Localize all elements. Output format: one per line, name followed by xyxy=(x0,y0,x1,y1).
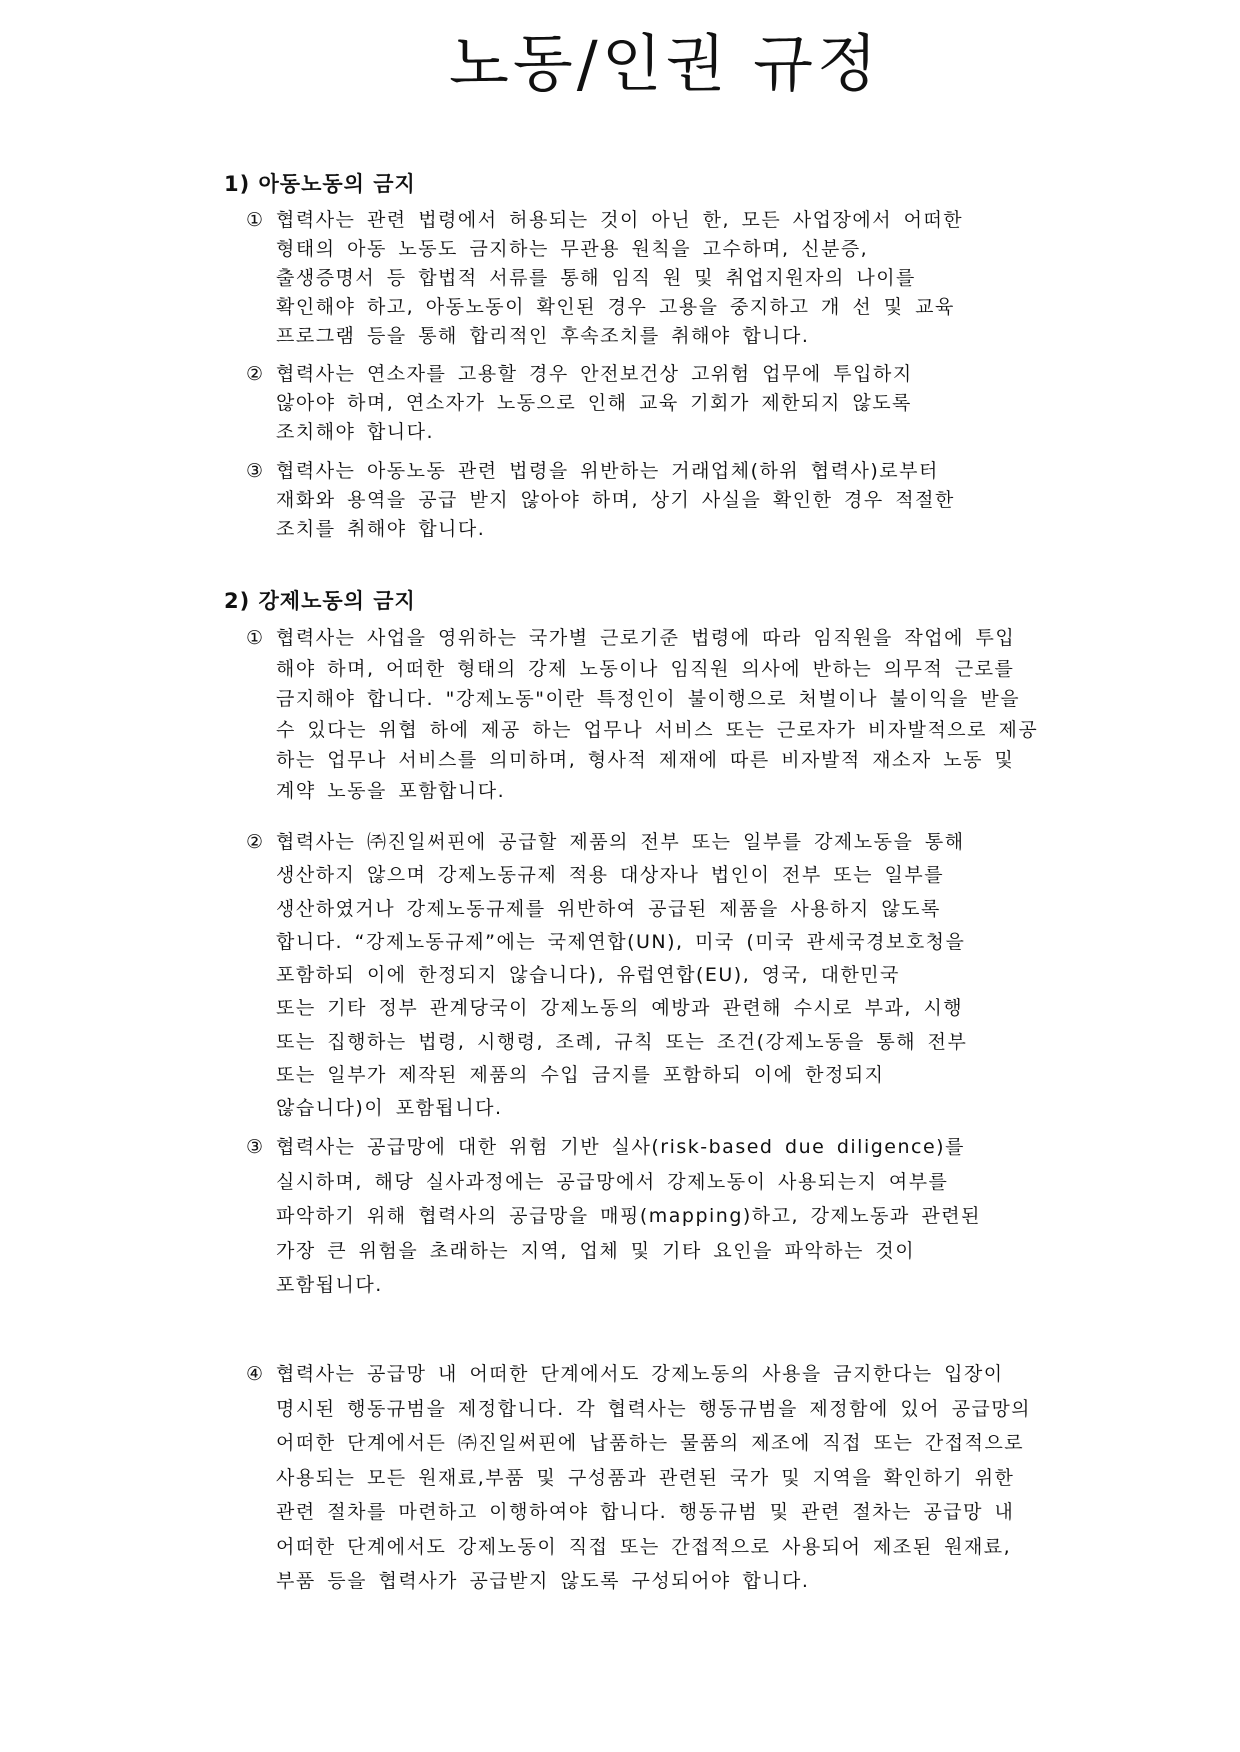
clause-number: ③ xyxy=(246,460,265,482)
clause-line: 포함됩니다. xyxy=(276,1274,383,1296)
clause-line: 않습니다)이 포함됩니다. xyxy=(276,1097,503,1120)
clause-line: ① 협력사는 관련 법령에서 허용되는 것이 아닌 한, 모든 사업장에서 어떠한 xyxy=(246,206,963,235)
clause-line: 실시하며, 해당 실사과정에는 공급망에서 강제노동이 사용되는지 여부를 xyxy=(276,1170,949,1193)
clause-line: 또는 기타 정부 관계당국이 강제노동의 예방과 관련해 수시로 부과, 시행 xyxy=(276,997,964,1020)
clause-item xyxy=(246,1357,1031,1599)
clause-line: 또는 집행하는 법령, 시행령, 조례, 규칙 또는 조건(강제노동을 통해 전부 xyxy=(276,1030,968,1053)
clause-line: 않아야 하며, 연소자가 노동으로 인해 교육 기회가 제한되지 않도록 xyxy=(276,392,912,414)
clause-line: 포함하되 이에 한정되지 않습니다), 유럽연합(EU), 영국, 대한민국 xyxy=(276,964,901,987)
clause-line: 부품 등을 협력사가 공급받지 않도록 구성되어야 합니다. xyxy=(276,1570,810,1592)
clause-line: 확인해야 하고, 아동노동이 확인된 경우 고용을 중지하고 개 선 및 교육 xyxy=(276,296,955,318)
clause-line: 명시된 행동규범을 제정합니다. 각 협력사는 행동규범을 제정함에 있어 공급망의 xyxy=(276,1397,1032,1420)
clause-line: 어떠한 단계에서도 강제노동이 직접 또는 간접적으로 사용되어 제조된 원재료, xyxy=(276,1535,1012,1558)
clause-line: 가장 큰 위험을 초래하는 지역, 업체 및 기타 요인을 파악하는 것이 xyxy=(276,1239,916,1262)
clause-line: ② 협력사는 연소자를 고용할 경우 안전보건상 고위험 업무에 투입하지 xyxy=(246,360,913,389)
section-heading: 2) 강제노동의 금지 xyxy=(224,589,416,613)
clause-number: ③ xyxy=(246,1136,265,1158)
clause-line: 조치해야 합니다. xyxy=(276,421,435,443)
clause-line: 생산하였거나 강제노동규제를 위반하여 공급된 제품을 사용하지 않도록 xyxy=(276,897,941,920)
clause-line: 조치를 취해야 합니다. xyxy=(276,518,486,540)
clause-line: 생산하지 않으며 강제노동규제 적용 대상자나 법인이 전부 또는 일부를 xyxy=(276,864,945,887)
clause-line: 출생증명서 등 합법적 서류를 통해 임직 원 및 취업지원자의 나이를 xyxy=(276,267,916,289)
clause-line: 계약 노동을 포함합니다. xyxy=(276,779,506,802)
clause-line: 파악하기 위해 협력사의 공급망을 매핑(mapping)하고, 강제노동과 관련된 xyxy=(276,1205,981,1227)
clause-line: 프로그램 등을 통해 합리적인 후속조치를 취해야 합니다. xyxy=(276,325,810,347)
clause-line: ③ 협력사는 아동노동 관련 법령을 위반하는 거래업체(하위 협력사)로부터 xyxy=(246,457,955,486)
section-heading: 1) 아동노동의 금지 xyxy=(224,172,416,196)
clause-number: ④ xyxy=(246,1363,265,1385)
clause-line: 관련 절차를 마련하고 이행하여야 합니다. 행동규범 및 관련 절차는 공급망 내 xyxy=(276,1501,1015,1523)
clause-item xyxy=(246,1130,981,1303)
clause-line: ③ 협력사는 공급망에 대한 위험 기반 실사(risk-based due diligence)를 xyxy=(246,1130,981,1165)
clause-line: 재화와 용역을 공급 받지 않아야 하며, 상기 사실을 확인한 경우 적절한 xyxy=(276,489,955,511)
clause-item xyxy=(246,457,955,544)
clause-line: 금지해야 합니다. "강제노동"이란 특정인이 불이행으로 처벌이나 불이익을 받을 xyxy=(276,688,1021,711)
clause-line: 형태의 아동 노동도 금지하는 무관용 원칙을 고수하며, 신분증, xyxy=(276,238,869,260)
clause-item xyxy=(246,826,967,1126)
clause-number: ② xyxy=(246,363,265,385)
clause-number: ① xyxy=(246,627,265,649)
clause-line: 또는 일부가 제작된 제품의 수입 금지를 포함하되 이에 한정되지 xyxy=(276,1064,885,1087)
page-title: 노동/인권 규정 xyxy=(449,27,881,100)
clause-line: 수 있다는 위협 하에 제공 하는 업무나 서비스 또는 근로자가 비자발적으로 제공 xyxy=(276,718,1039,741)
clause-line: 하는 업무나 서비스를 의미하며, 형사적 제재에 따른 비자발적 재소자 노동 및 xyxy=(276,749,1015,772)
clause-item xyxy=(246,360,913,447)
clause-line: 해야 하며, 어떠한 형태의 강제 노동이나 임직원 의사에 반하는 의무적 근로를 xyxy=(276,657,1015,680)
clause-line: 사용되는 모든 원재료,부품 및 구성품과 관련된 국가 및 지역을 확인하기 위한 xyxy=(276,1466,1015,1489)
clause-number: ① xyxy=(246,209,265,231)
clause-item xyxy=(246,623,1038,807)
clause-line: 어떠한 단계에서든 ㈜진일써핀에 납품하는 물품의 제조에 직접 또는 간접적으로 xyxy=(276,1432,1025,1454)
clause-line: 합니다. “강제노동규제”에는 국제연합(UN), 미국 (미국 관세국경보호청을 xyxy=(276,930,966,953)
clause-line: ④ 협력사는 공급망 내 어떠한 단계에서도 강제노동의 사용을 금지한다는 입장이 xyxy=(246,1357,1031,1392)
clause-line: ① 협력사는 사업을 영위하는 국가별 근로기준 법령에 따라 임직원을 작업에 투입 xyxy=(246,623,1038,654)
clause-number: ② xyxy=(246,831,265,853)
clause-line: ② 협력사는 ㈜진일써핀에 공급할 제품의 전부 또는 일부를 강제노동을 통해 xyxy=(246,826,967,859)
clause-item xyxy=(246,206,963,351)
